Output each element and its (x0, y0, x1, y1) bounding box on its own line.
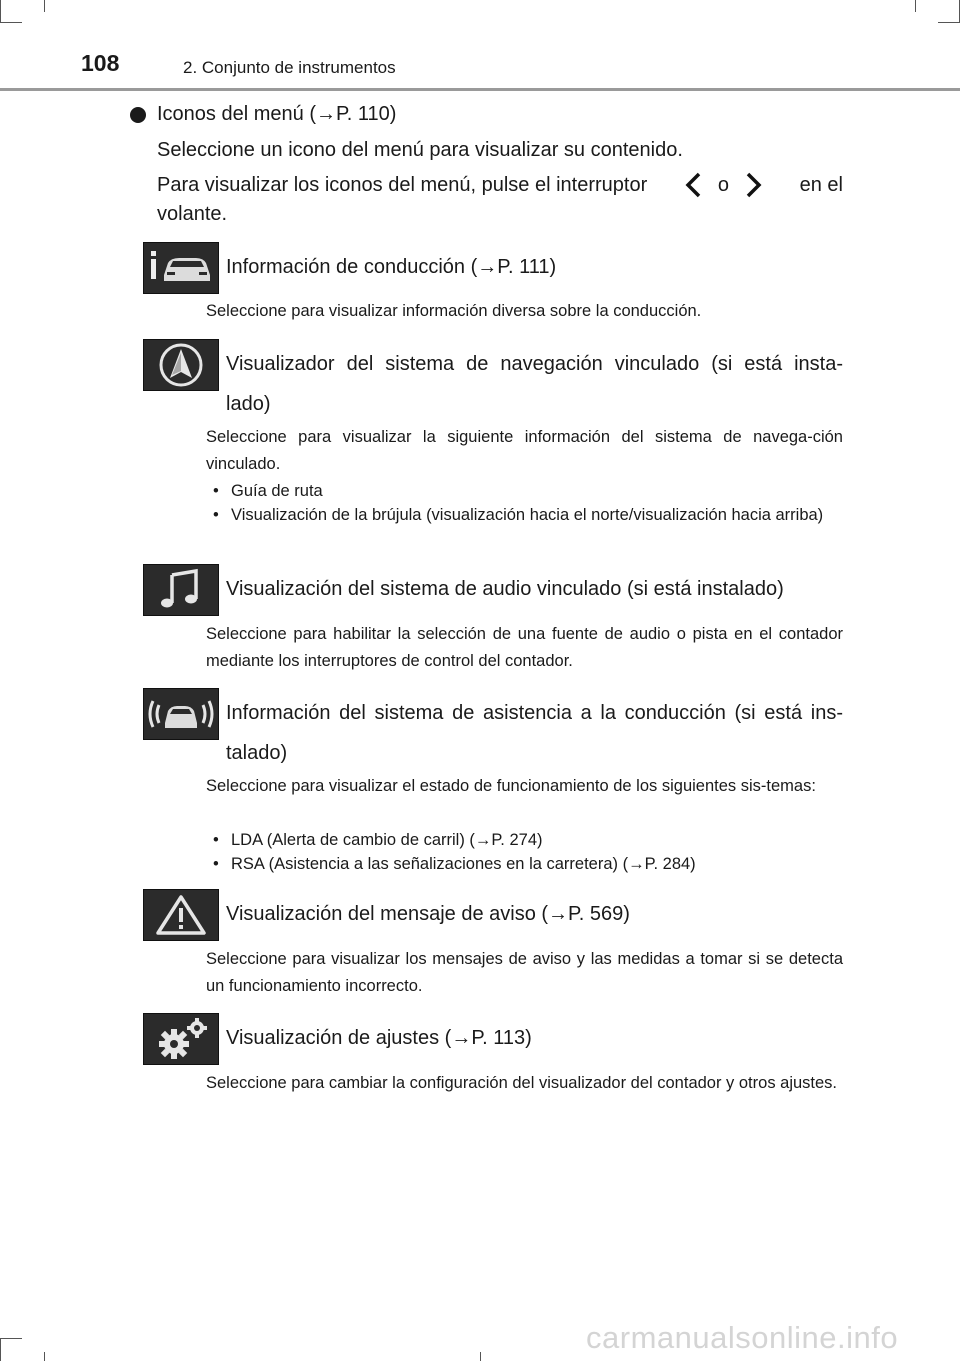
intro-heading: Iconos del menú (→P. 110) (157, 103, 397, 125)
crop-mark (0, 22, 22, 23)
item-title: Visualización del sistema de audio vinculado (si está instalado) (226, 578, 784, 600)
item-desc: Seleccione para habilitar la selección de una fuente de audio o pista en el contador mediante los interruptores de control del contador. (206, 625, 843, 670)
heading-bullet (130, 107, 146, 123)
list-item: • LDA (Alerta de cambio de carril) (→P. 274) (213, 831, 543, 849)
menu-icon-box (143, 889, 219, 941)
item-desc: Seleccione para visualizar información diversa sobre la conducción. (206, 302, 702, 320)
item-desc: Seleccione para visualizar el estado de funcionamiento de los siguientes sis-temas: (206, 777, 816, 795)
navigation-arrow-icon (151, 342, 211, 388)
menu-icon-box (143, 688, 219, 740)
item-title: Visualización del mensaje de aviso (→P. 569) (226, 903, 630, 925)
list-item: • Visualización de la brújula (visualización hacia el norte/visualización hacia arriba) (213, 506, 824, 524)
warning-triangle-icon (153, 892, 209, 938)
header-divider (0, 88, 960, 91)
crop-mark (480, 1352, 481, 1361)
item-title-line1: Visualizador del sistema de navegación vinculado (si está insta- (226, 353, 843, 375)
crop-mark (0, 1339, 1, 1361)
settings-gears-icon (148, 1016, 214, 1062)
music-note-icon (156, 567, 206, 613)
intro-or: o (717, 174, 729, 196)
item-title: Visualización de ajustes (→P. 113) (226, 1027, 532, 1049)
intro-line2-a: Para visualizar los iconos del menú, pulse el interruptor (157, 174, 648, 196)
intro-line3: volante. (157, 203, 228, 225)
crop-mark (44, 1352, 45, 1361)
section-title: 2. Conjunto de instrumentos (183, 58, 396, 77)
item-title: Información de conducción (→P. 111) (226, 256, 557, 278)
item-desc: Seleccione para visualizar los mensajes de aviso y las medidas a tomar si se detecta un funcionamiento incorrecto. (206, 950, 843, 995)
intro-line2-b: en el (799, 174, 843, 196)
list-item: • Guía de ruta (213, 482, 323, 500)
crop-mark (938, 22, 960, 23)
menu-icon-box (143, 564, 219, 616)
intro-line2 (157, 171, 843, 199)
item-title-line2: talado) (226, 742, 288, 764)
crop-mark (0, 1338, 22, 1339)
item-title-line2: lado) (226, 393, 271, 415)
item-title-line1: Información del sistema de asistencia a la conducción (si está ins- (226, 702, 843, 724)
chevron-left-icon (682, 171, 704, 199)
intro-line1: Seleccione un icono del menú para visualizar su contenido. (157, 139, 683, 161)
menu-icon-box (143, 242, 219, 294)
watermark: carmanualsonline.info (586, 1320, 899, 1355)
item-desc: Seleccione para cambiar la configuración del visualizador del contador y otros ajustes. (206, 1074, 838, 1092)
driving-assist-icon (145, 691, 217, 737)
crop-mark (915, 0, 916, 12)
chevron-right-icon (743, 171, 765, 199)
car-info-icon (146, 245, 216, 291)
item-desc: Seleccione para visualizar la siguiente información del sistema de navega-ción vinculado. (206, 428, 843, 473)
list-item: • RSA (Asistencia a las señalizaciones en la carretera) (→P. 284) (213, 855, 696, 873)
menu-icon-box (143, 1013, 219, 1065)
crop-mark (44, 0, 45, 12)
menu-icon-box (143, 339, 219, 391)
crop-mark (0, 0, 1, 22)
page-number: 108 (81, 50, 120, 76)
